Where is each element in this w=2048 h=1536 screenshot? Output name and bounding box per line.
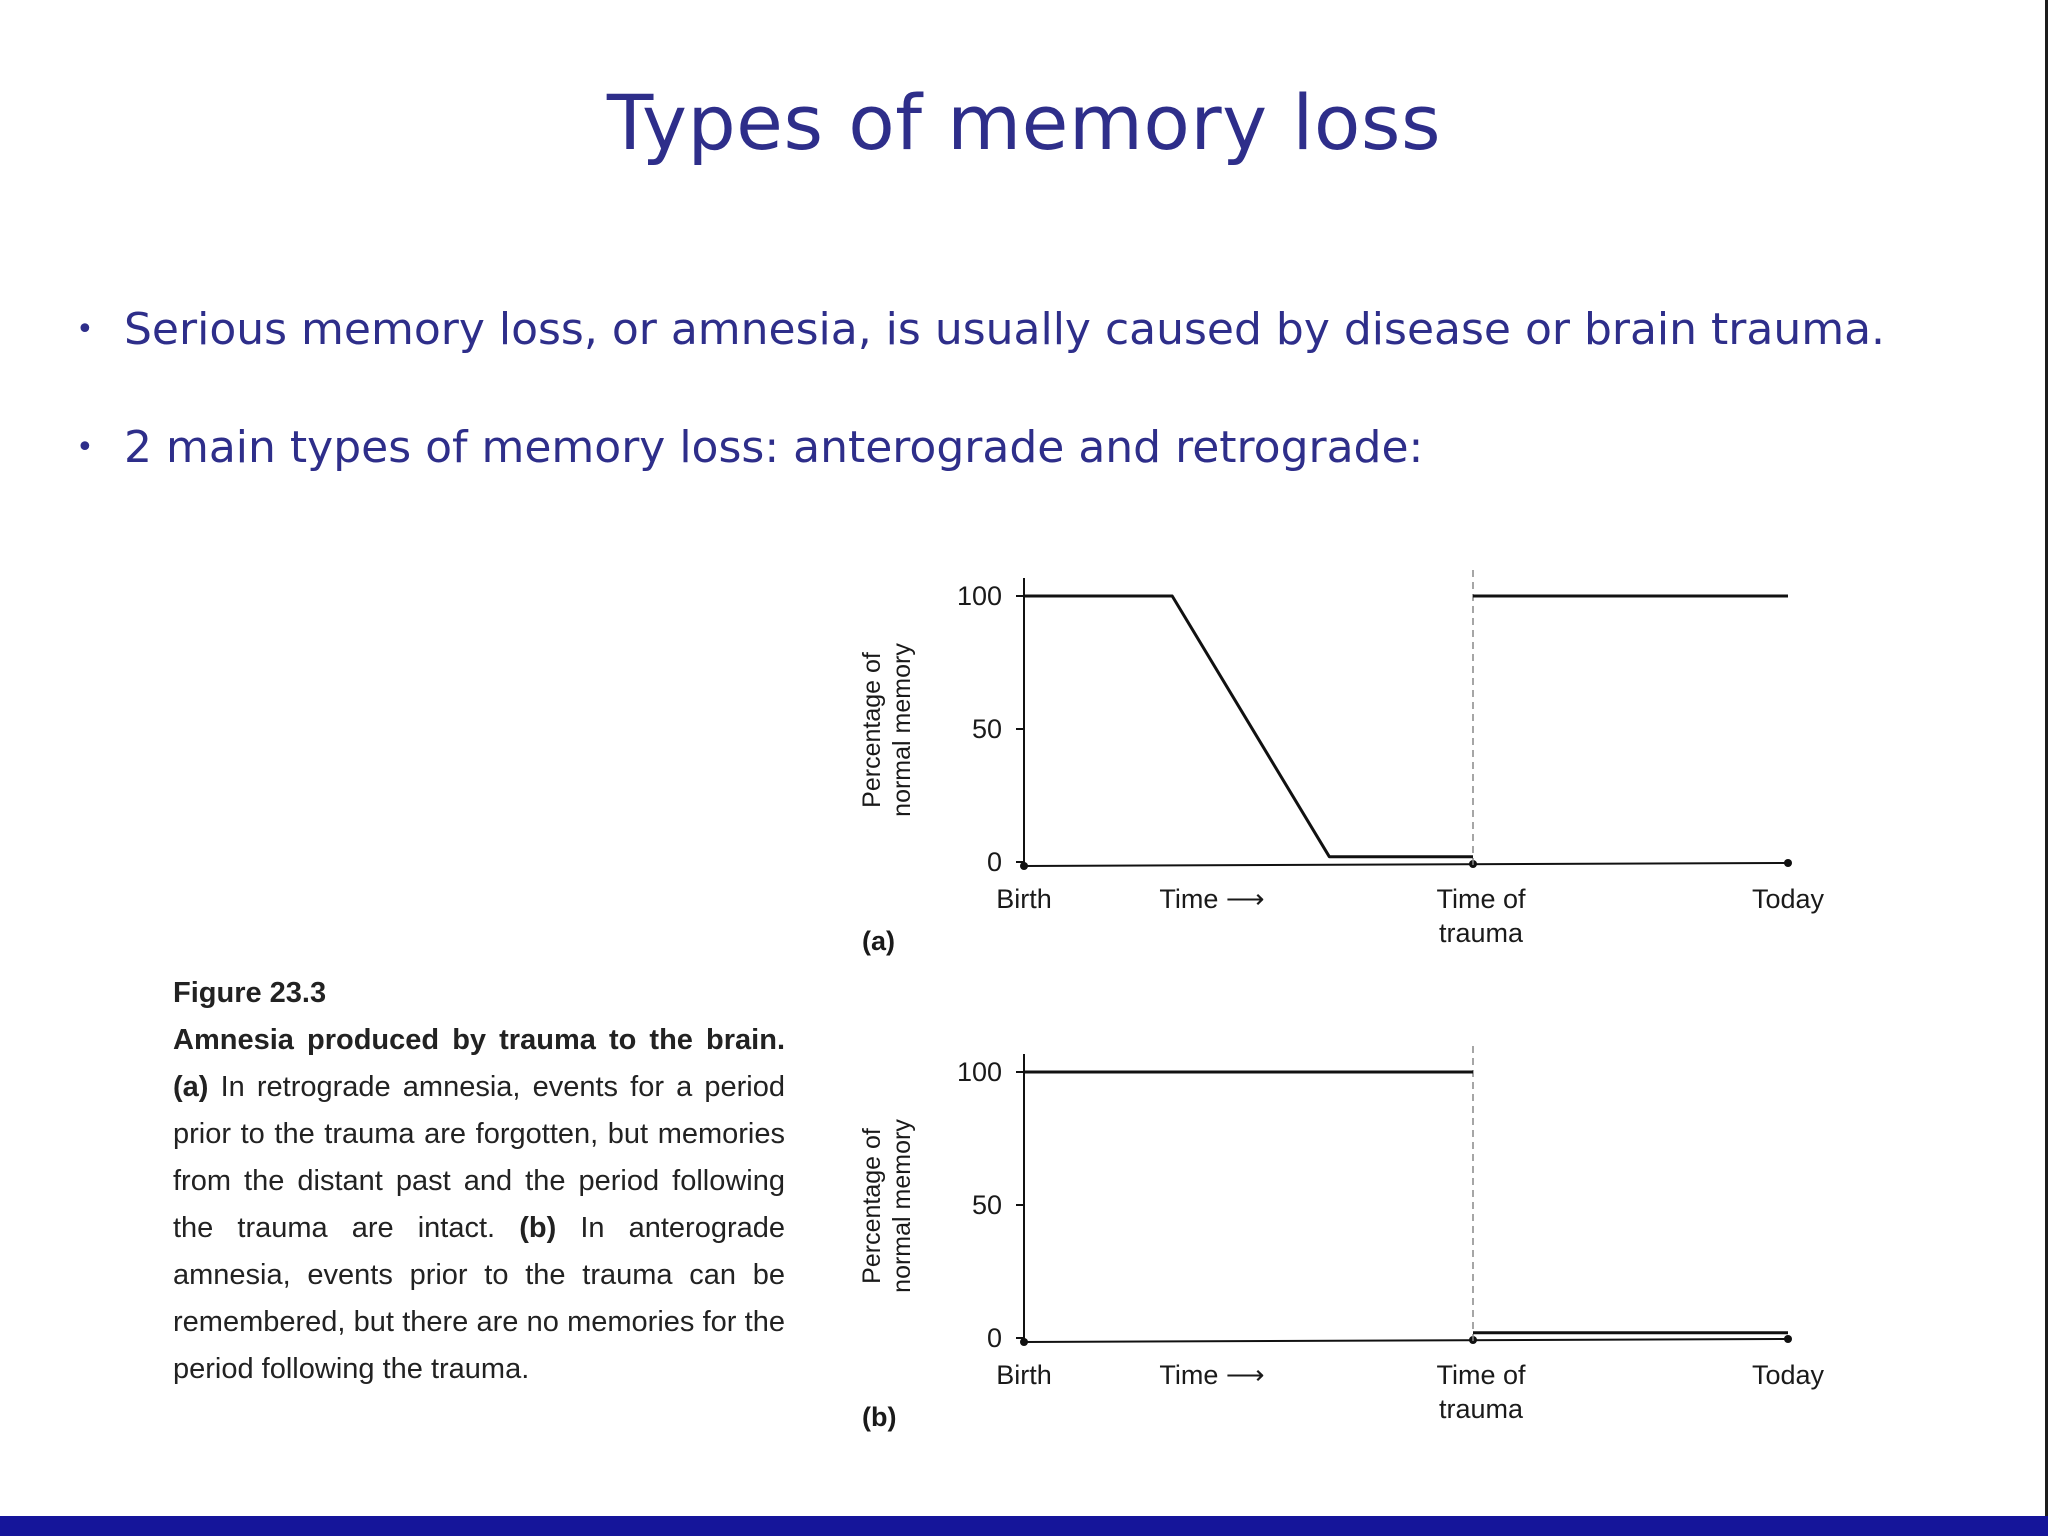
x-label-trauma-line1: Time of	[1436, 1360, 1526, 1390]
caption-part-b-text: In anterograde amnesia, events prior to the trauma can be remembered, but there are no memories for the period following the trauma.	[173, 1212, 785, 1385]
figure-caption-body	[173, 1017, 785, 1393]
y-axis-label	[858, 1119, 916, 1293]
axis-dot-today	[1784, 1335, 1792, 1343]
caption-part-a-text: In retrograde amnesia, events for a period prior to the trauma are forgotten, but memories from the distant past and the period following the trauma are intact.	[173, 1071, 785, 1244]
bullet-text: 2 main types of memory loss: anterograde and retrograde:	[124, 422, 1424, 473]
y-axis-label-line: normal memory	[888, 1119, 916, 1293]
y-tick-label: 100	[956, 1057, 1002, 1087]
y-tick-label: 100	[956, 581, 1002, 611]
bullet-item	[72, 300, 1885, 360]
x-label-time: Time ⟶	[1159, 1360, 1265, 1390]
y-axis-label-line: normal memory	[888, 643, 916, 817]
panel-label: (a)	[862, 926, 895, 956]
x-label-trauma-line1: Time of	[1436, 884, 1526, 914]
y-axis-label-line: Percentage of	[858, 1128, 886, 1284]
caption-heading: Amnesia produced by trauma to the brain.	[173, 1024, 785, 1056]
x-axis-line	[1024, 1339, 1788, 1342]
figure-caption	[173, 970, 785, 1393]
y-tick-label: 0	[986, 1323, 1002, 1353]
panel-label: (b)	[862, 1402, 897, 1432]
series-line-before-trauma	[1024, 596, 1473, 857]
slide-title: Types of memory loss	[606, 78, 1442, 167]
caption-part-b-label: (b)	[519, 1212, 557, 1244]
slide-bottom-bar	[0, 1516, 2048, 1536]
y-axis-label-line: Percentage of	[858, 652, 886, 808]
x-label-today: Today	[1751, 1360, 1825, 1390]
y-tick-label: 50	[971, 1190, 1002, 1220]
bullet-text: Serious memory loss, or amnesia, is usually caused by disease or brain trauma.	[124, 304, 1886, 355]
y-tick-label: 50	[971, 714, 1002, 744]
axis-dot-birth	[1020, 862, 1028, 870]
bullet-item	[72, 418, 1885, 478]
bullet-marker: •	[76, 312, 94, 347]
caption-part-a-label: (a)	[173, 1071, 209, 1103]
x-axis-line	[1024, 863, 1788, 866]
bullet-list	[72, 300, 1885, 536]
chart-panel-b	[840, 1036, 1860, 1456]
y-tick-label: 0	[986, 847, 1002, 877]
x-label-trauma-line2: trauma	[1438, 1394, 1524, 1424]
axis-dot-today	[1784, 859, 1792, 867]
x-label-birth: Birth	[996, 884, 1052, 914]
y-axis-label	[858, 643, 916, 817]
chart-panel-a	[840, 560, 1860, 980]
x-label-birth: Birth	[996, 1360, 1052, 1390]
x-label-trauma-line2: trauma	[1438, 918, 1524, 948]
x-label-today: Today	[1751, 884, 1825, 914]
figure-number: Figure 23.3	[173, 977, 327, 1009]
bullet-marker: •	[76, 430, 94, 465]
axis-dot-birth	[1020, 1338, 1028, 1346]
x-label-time: Time ⟶	[1159, 884, 1265, 914]
